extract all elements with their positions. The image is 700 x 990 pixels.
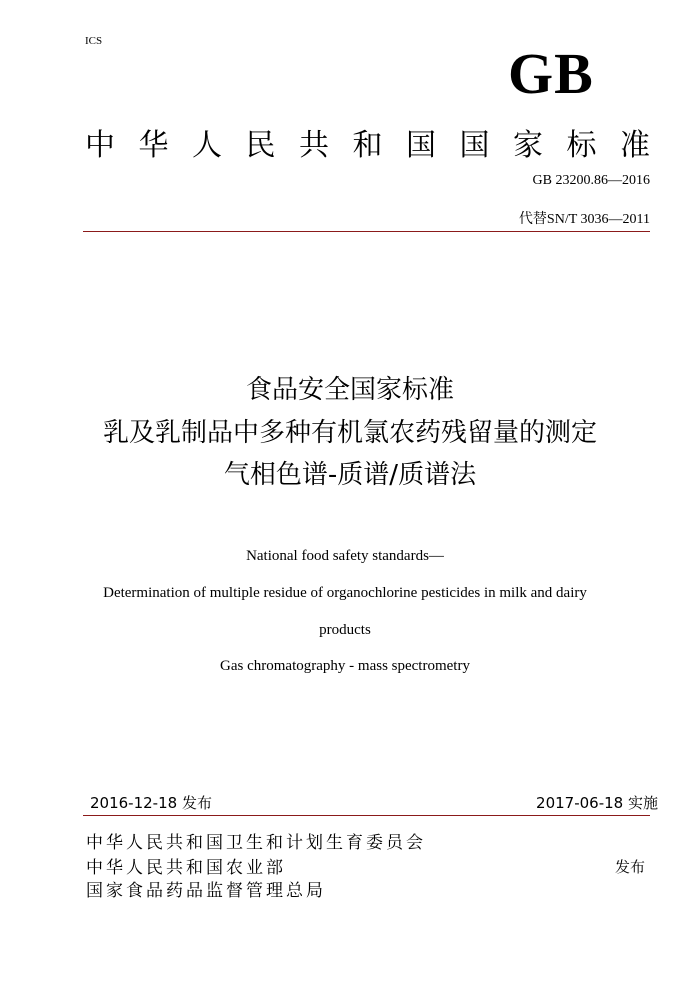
heading-char: 国 (406, 128, 436, 163)
title-zh-line-1: 食品安全国家标准 (245, 375, 454, 405)
top-divider (83, 231, 650, 232)
title-en-line-2: Determination of multiple residue of organochlorine pesticides in milk and dairy (103, 585, 587, 601)
gb-logo: GB (508, 41, 594, 106)
heading-char: 和 (352, 128, 383, 163)
heading-char: 共 (299, 128, 329, 163)
issue-date: 2016-12-18 发布 (90, 794, 212, 812)
heading-char: 民 (245, 128, 276, 163)
title-zh-line-2: 乳及乳制品中多种有机氯农药残留量的测定 (102, 418, 597, 448)
replaces-standard: 代替SN/T 3036—2011 (518, 212, 650, 227)
title-en-line-3: products (319, 622, 371, 638)
heading-char: 标 (566, 128, 597, 163)
national-standard-heading (85, 128, 650, 164)
publish-label: 发布 (615, 858, 646, 876)
issuer-agriculture-ministry: 中华人民共和国农业部 (86, 858, 286, 878)
issuer-food-drug-administration: 国家食品药品监督管理总局 (86, 881, 326, 901)
heading-char: 国 (459, 128, 490, 163)
standard-number: GB 23200.86—2016 (532, 173, 650, 188)
heading-char: 家 (513, 128, 543, 163)
issuer-health-commission: 中华人民共和国卫生和计划生育委员会 (86, 833, 426, 853)
title-en-line-1: National food safety standards— (246, 548, 444, 564)
heading-char: 人 (192, 128, 222, 163)
heading-char: 准 (620, 128, 650, 163)
title-zh-line-3: 气相色谱-质谱/质谱法 (223, 460, 477, 490)
heading-char: 华 (138, 128, 169, 163)
heading-char: 中 (85, 128, 115, 163)
ics-label: ICS (85, 35, 103, 47)
title-en-line-4: Gas chromatography - mass spectrometry (220, 658, 470, 674)
implementation-date: 2017-06-18 实施 (536, 794, 658, 812)
bottom-divider (83, 815, 650, 816)
